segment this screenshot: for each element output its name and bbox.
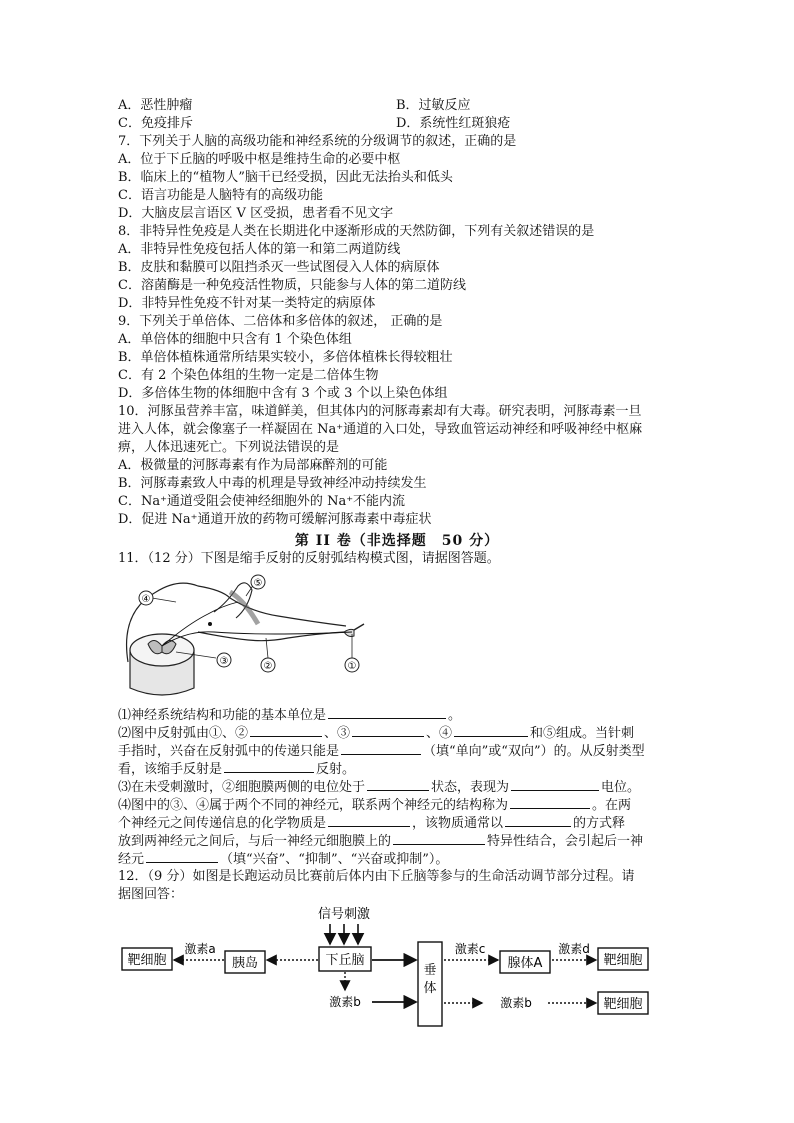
label-3-text: ③ <box>219 656 229 667</box>
q6-option-d: D．系统性红斑狼疮 <box>396 116 511 131</box>
hormone-b-label-1: 激素b <box>329 995 361 1009</box>
q7-option-b: B．临床上的“植物人”脑干已经受损，因此无法抬头和低头 <box>118 170 453 185</box>
q10-stem-line1: 10．河豚虽营养丰富，味道鲜美，但其体内的河豚毒素却有大毒。研究表明，河豚毒素一旦 <box>118 404 642 419</box>
target-cell-box-2 <box>598 948 648 970</box>
q7-stem: 7．下列关于人脑的高级功能和神经系统的分级调节的叙述，正确的是 <box>118 134 517 149</box>
q8-option-d: D．非特异性免疫不针对某一类特定的病原体 <box>118 296 376 311</box>
label-1-marker <box>345 658 359 672</box>
q11-part2-line3: 看，该缩手反射是 反射。 <box>118 762 356 777</box>
q12-stem-line2: 据图回答： <box>118 887 184 902</box>
q11-part4-line4: 经元 （填“兴奋”、“抑制”、“兴奋或抑制”）。 <box>118 852 449 867</box>
label-4-text: ④ <box>141 594 151 605</box>
label-2-marker <box>261 658 275 672</box>
islet-label: 胰岛 <box>231 956 259 971</box>
gland-a-label: 腺体A <box>507 956 543 971</box>
q11-part4-line3: 放到两神经元之间后，与后一神经元细胞膜上的 特异性结合，会引起后一神 <box>118 834 644 849</box>
hormone-b-label-2: 激素b <box>500 996 532 1010</box>
section-2-title: 第 II 卷（非选择题 50 分） <box>294 533 500 549</box>
regulation-flow-diagram <box>118 904 678 1030</box>
q6-option-a: A．恶性肿瘤 <box>118 98 193 113</box>
target-cell-box-1 <box>122 948 172 970</box>
q11-part2-line1: ⑵图中反射弧由①、② 、③ 、④ 和⑤组成。当针刺 <box>118 726 635 741</box>
q8-stem: 8．非特异性免疫是人类在长期进化中逐渐形成的天然防御，下列有关叙述错误的是 <box>118 224 595 239</box>
pituitary-label: 垂体 <box>423 963 437 996</box>
label-4-marker <box>139 591 153 605</box>
pituitary-box <box>418 942 442 1026</box>
q10-option-c: C．Na⁺通道受阻会使神经细胞外的 Na⁺不能内流 <box>118 494 406 509</box>
label-5-text: ⑤ <box>253 578 263 589</box>
q9-option-d: D．多倍体生物的体细胞中含有 3 个或 3 个以上染色体组 <box>118 386 448 401</box>
label-2-text: ② <box>263 661 273 672</box>
q9-option-b: B．单倍体植株通常所结果实较小，多倍体植株长得较粗壮 <box>118 350 453 365</box>
q11-part4-line1: ⑷图中的③、④属于两个不同的神经元，联系两个神经元的结构称为 。在两 <box>118 798 632 813</box>
reflex-arc-figure <box>118 572 378 704</box>
hormone-d-label: 激素d <box>558 942 590 956</box>
target-cell-2-label: 靶细胞 <box>603 953 643 968</box>
spinal-cord-icon <box>130 634 194 695</box>
q11-part2-line2: 手指时，兴奋在反射弧中的传递只能是 （填“单向”或“双向”）的。从反射类型 <box>118 744 645 759</box>
label-1-text: ① <box>347 661 357 672</box>
label-5-marker <box>251 575 265 589</box>
hormone-c-label: 激素c <box>454 942 486 956</box>
q9-option-c: C．有 2 个染色体组的生物一定是二倍体生物 <box>118 368 379 383</box>
q11-stem: 11．（12 分）下图是缩手反射的反射弧结构模式图，请据图答题。 <box>118 551 500 566</box>
q7-option-c: C．语言功能是人脑特有的高级功能 <box>118 188 323 203</box>
q12-stem-line1: 12．（9 分）如图是长跑运动员比赛前后体内由下丘脑等参与的生命活动调节部分过程。请 <box>118 869 635 884</box>
q10-option-b: B．河豚毒素致人中毒的机理是导致神经冲动持续发生 <box>118 476 427 491</box>
q11-part1: ⑴神经系统结构和功能的基本单位是 。 <box>118 708 462 723</box>
islet-box <box>225 951 265 973</box>
q7-option-d: D．大脑皮层言语区 V 区受损，患者看不见文字 <box>118 206 394 221</box>
q8-option-c: C．溶菌酶是一种免疫活性物质，只能参与人体的第二道防线 <box>118 278 466 293</box>
target-cell-1-label: 靶细胞 <box>127 953 167 968</box>
q10-option-d: D．促进 Na⁺通道开放的药物可缓解河豚毒素中毒症状 <box>118 512 432 527</box>
q9-option-a: A．单倍体的细胞中只含有 1 个染色体组 <box>118 332 352 347</box>
q8-option-b: B．皮肤和黏膜可以阻挡杀灭一些试图侵入人体的病原体 <box>118 260 440 275</box>
q11-part4-line2: 个神经元之间传递信息的化学物质是 ，该物质通常以 的方式释 <box>118 816 626 831</box>
q10-stem-line3: 痹，人体迅速死亡。下列说法错误的是 <box>118 440 340 455</box>
signal-stimulus-label: 信号刺激 <box>317 907 371 922</box>
q8-option-a: A．非特异性免疫包括人体的第一和第二两道防线 <box>118 242 401 257</box>
target-cell-box-3 <box>598 992 648 1014</box>
hypothalamus-label: 下丘脑 <box>325 953 365 968</box>
hypothalamus-box <box>319 947 371 971</box>
q9-stem: 9．下列关于单倍体、二倍体和多倍体的叙述， 正确的是 <box>118 314 443 329</box>
q6-option-c: C．免疫排斥 <box>118 116 193 131</box>
gland-a-box <box>500 951 550 973</box>
label-3-marker <box>217 653 231 667</box>
q6-option-b: B．过敏反应 <box>396 98 471 113</box>
target-cell-3-label: 靶细胞 <box>603 997 643 1012</box>
q10-stem-line2: 进入人体，就会像塞子一样凝固在 Na⁺通道的入口处，导致血管运动神经和呼吸神经中枢麻 <box>118 422 643 437</box>
q11-part3: ⑶在未受刺激时，②细胞膜两侧的电位处于 状态，表现为 电位。 <box>118 780 641 795</box>
q10-option-a: A．极微量的河豚毒素有作为局部麻醉剂的可能 <box>118 458 388 473</box>
q7-option-a: A．位于下丘脑的呼吸中枢是维持生命的必要中枢 <box>118 152 401 167</box>
hormone-a-label: 激素a <box>184 942 216 956</box>
